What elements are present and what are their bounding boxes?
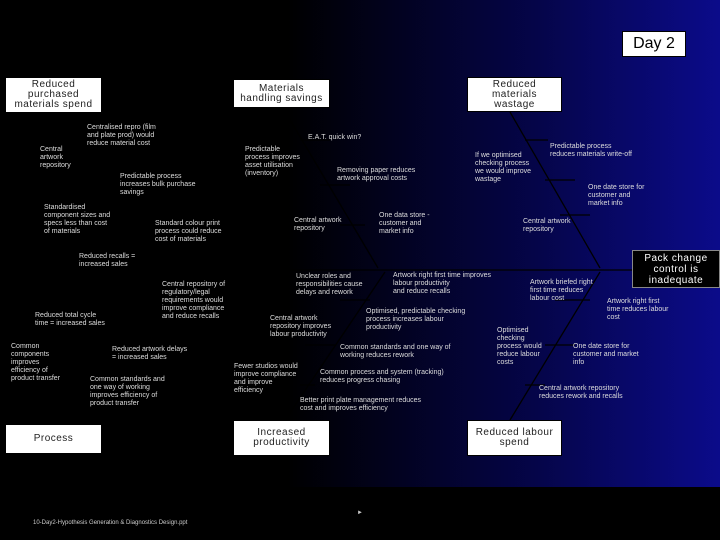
label-common-standards-1: Common standards and one way of working improves efficiency of product transfer (90, 376, 165, 407)
label-removing-paper: Removing paper reduces artwork approval costs (337, 167, 416, 182)
increased-productivity-box: Increased productivity (233, 420, 330, 456)
label-reduced-recalls: Reduced recalls = increased sales (79, 253, 136, 268)
reduced-purchased-box: Reduced purchased materials spend (5, 77, 102, 113)
label-unclear-roles: Unclear roles and responsibilities cause delays and rework (296, 273, 363, 296)
label-optimised-checking-costs: Optimised checking process would reduce labour costs (497, 327, 542, 366)
day-title: Day 2 (622, 31, 686, 57)
process-box: Process (5, 424, 102, 454)
label-one-date-store-3: One date store for customer and market info (573, 343, 639, 366)
label-predictable-asset: Predictable process improves asset utilisation (inventory) (245, 146, 300, 177)
label-central-artwork-repo-1: Central artwork repository (40, 146, 71, 169)
label-central-artwork-productivity: Central artwork repository improves labour productivity (270, 315, 332, 338)
label-standard-colour: Standard colour print process could reduce cost of materials (155, 220, 222, 243)
label-central-repo-regulatory: Central repository of regulatory/legal requirements would improve compliance and reduce recalls (162, 281, 226, 320)
label-predictable-bulk: Predictable process increases bulk purchase savings (120, 173, 196, 196)
label-predictable-write-off: Predictable process reduces materials write-off (550, 143, 632, 158)
label-centralised-repro: Centralised repro (film and plate prod) would reduce material cost (87, 124, 156, 147)
label-central-artwork-repo-2: Central artwork repository (294, 217, 342, 232)
label-one-data-store-2: One date store for customer and market info (588, 184, 645, 207)
label-common-process-tracking: Common process and system (tracking) reduces progress chasing (320, 369, 444, 384)
label-optimised-predictable: Optimised, predictable checking process increases labour productivity (366, 308, 466, 331)
materials-handling-box: Materials handling savings (233, 79, 330, 108)
label-reduced-total-cycle: Reduced total cycle time = increased sales (35, 312, 105, 327)
label-artwork-right-first-1: Artwork right first time improves labour productivity and reduce recalls (393, 272, 492, 295)
label-reduced-artwork-delays: Reduced artwork delays = increased sales (112, 346, 188, 361)
label-artwork-briefed: Artwork briefed right first time reduces labour cost (530, 279, 593, 302)
label-better-print-plate: Better print plate management reduces cost and improves efficiency (300, 397, 422, 412)
label-common-standards-2: Common standards and one way of working reduces rework (340, 344, 451, 359)
label-central-artwork-repo-3: Central artwork repository (523, 218, 571, 233)
footer-filename: 10-Day2-Hypothesis Generation & Diagnostics Design.ppt (33, 520, 188, 526)
label-fewer-studios: Fewer studios would improve compliance and improve efficiency (234, 363, 298, 394)
pack-change-box: Pack change control is inadequate (632, 250, 720, 288)
bone-wastage (510, 112, 600, 268)
reduced-wastage-box: Reduced materials wastage (467, 77, 562, 112)
label-artwork-right-first-2: Artwork right first time reduces labour cost (607, 298, 669, 321)
slide-marker: ► (357, 510, 363, 516)
label-one-data-store-1: One data store - customer and market info (379, 212, 430, 235)
label-eat-quick-win: E.A.T. quick win? (308, 134, 362, 141)
label-if-optimised: If we optimised checking process we would improve wastage (475, 152, 532, 183)
reduced-labour-box: Reduced labour spend (467, 420, 562, 456)
label-common-components: Common components improves efficiency of product transfer (11, 343, 61, 382)
bone-handling (283, 108, 378, 268)
label-central-artwork-rework: Central artwork repository reduces rework and recalls (539, 385, 623, 400)
label-standardised-component: Standardised component sizes and specs less than cost of materials (44, 204, 111, 235)
